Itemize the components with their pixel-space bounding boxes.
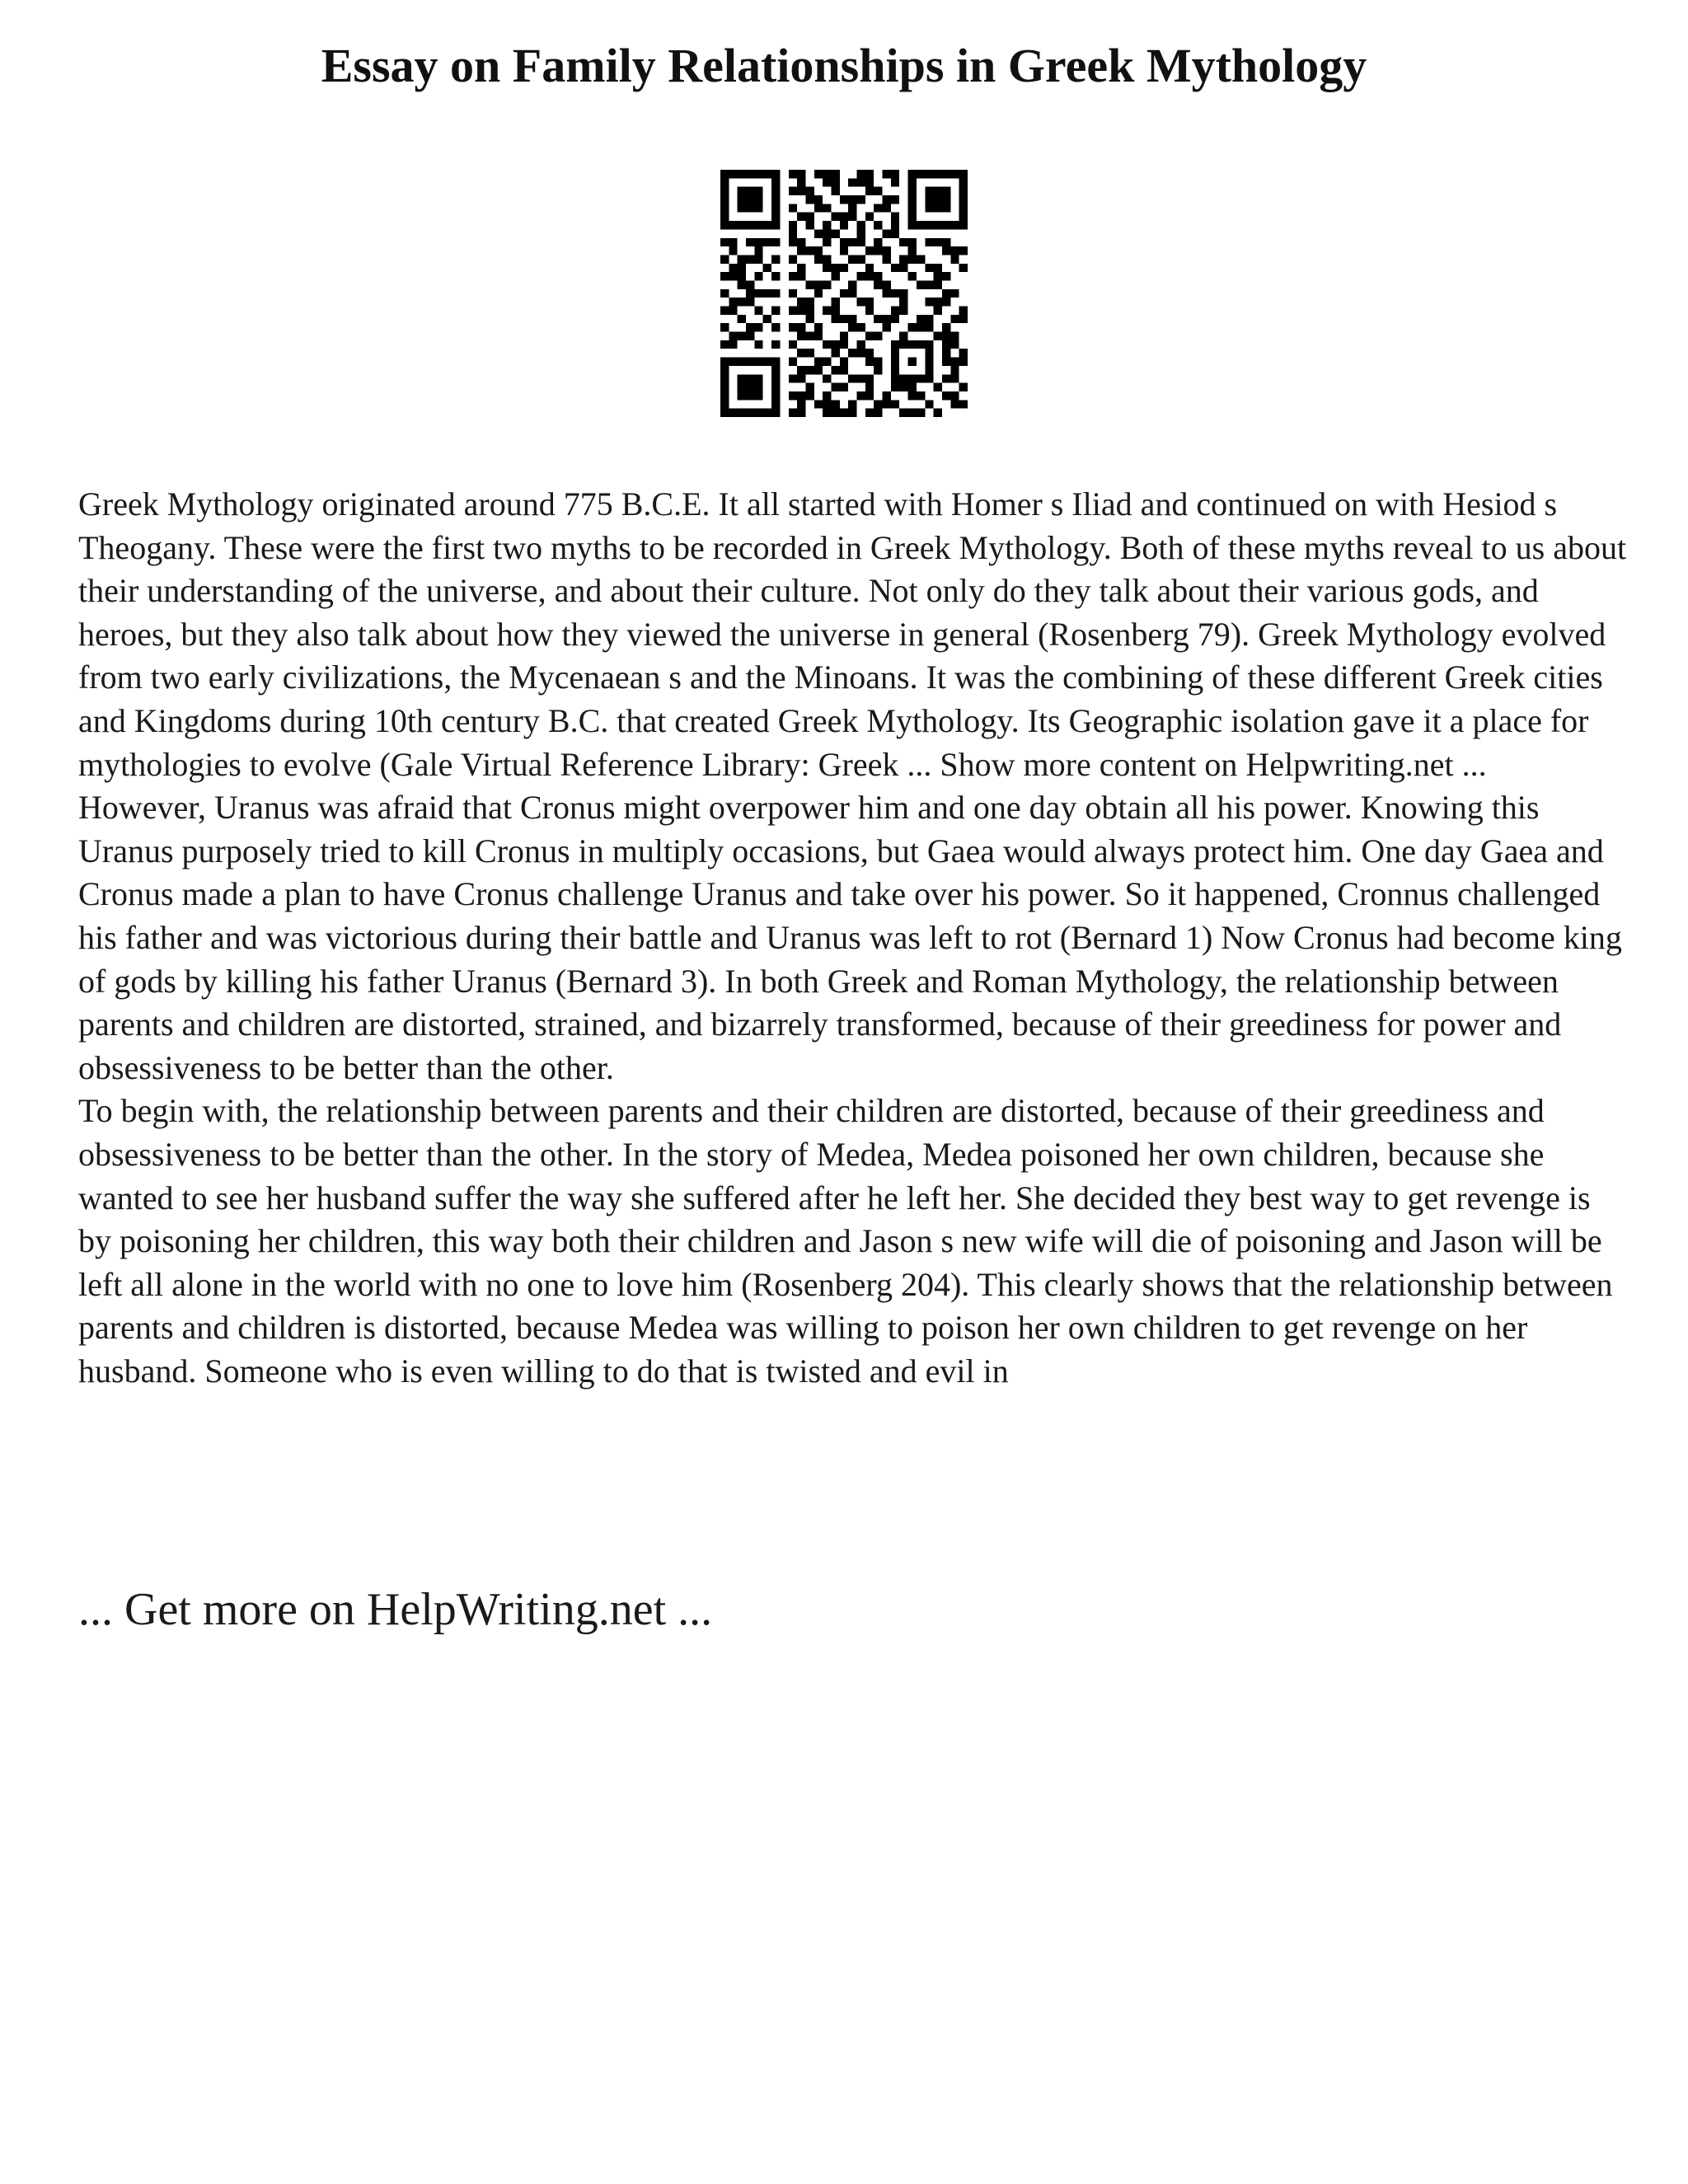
page-title: Essay on Family Relationships in Greek Mythology <box>321 39 1367 92</box>
essay-paragraph-1: Greek Mythology originated around 775 B.C.E. It all started with Homer s Iliad and continued on with Hesiod s Theogany. These were the first two myths to be recorded in Greek Mythology. Both of these myths reveal to us about their understanding of the universe, and about their culture. Not only do they talk about their various gods, and heroes, but they also talk about how they viewed the universe in general (Rosenberg 79). Greek Mythology evolved from two early civilizations, the Mycenaean s and the Minoans. It was the combining of these different Greek cities and Kingdoms during 10th century B.C. that created Greek Mythology. Its Geographic isolation gave it a place for mythologies to evolve (Gale Virtual Reference Library: Greek ... Show more content on Helpwriting.net ... <box>78 485 1627 783</box>
qr-code[interactable] <box>720 170 968 417</box>
essay-paragraph-3: To begin with, the relationship between parents and their children are distorted, because of their greediness and obsessiveness to be better than the other. In the story of Medea, Medea poisoned her own children, because she wanted to see her husband suffer the way she suffered after he left her. She decided they best way to get revenge is by poisoning her children, this way both their children and Jason s new wife will die of poisoning and Jason will be left all alone in the world with no one to love him (Rosenberg 204). This clearly shows that the relationship between parents and children is distorted, because Medea was willing to poison her own children to get revenge on her husband. Someone who is even willing to do that is twisted and evil in <box>78 1092 1613 1390</box>
essay-paragraph-2: However, Uranus was afraid that Cronus might overpower him and one day obtain all his power. Knowing this Uranus purposely tried to kill Cronus in multiply occasions, but Gaea would always protect him. One day Gaea and Cronus made a plan to have Cronus challenge Uranus and take over his power. So it happened, Cronnus challenged his father and was victorious during their battle and Uranus was left to rot (Bernard 1) Now Cronus had become king of gods by killing his father Uranus (Bernard 3). In both Greek and Roman Mythology, the relationship between parents and children are distorted, strained, and bizarrely transformed, because of their greediness for power and obsessiveness to be better than the other. <box>78 789 1622 1086</box>
essay-body <box>78 483 1628 1393</box>
get-more-link[interactable]: ... Get more on HelpWriting.net ... <box>78 1584 713 1635</box>
